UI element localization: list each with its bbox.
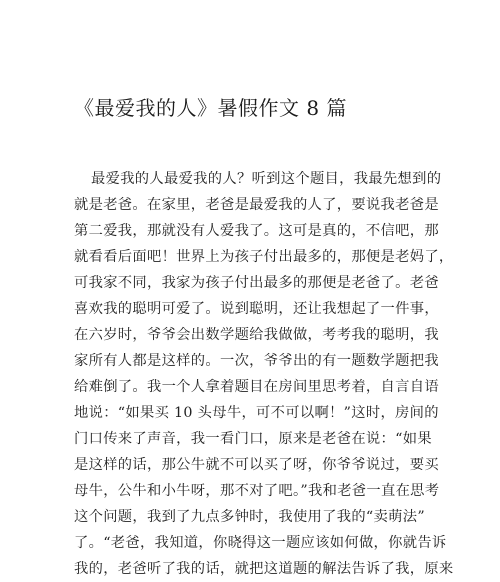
paragraph-line: 可我家不同，我家为孩子付出最多的那便是老爸了。老爸: [74, 275, 439, 291]
paragraph-line: 喜欢我的聪明可爱了。说到聪明，还让我想起了一件事，: [74, 301, 439, 317]
paragraph-line: 我的，老爸听了我的话，就把这道题的解法告诉了我，原来: [74, 561, 454, 577]
paragraph-line: 是这样的话，那公牛就不可以买了呀，你爷爷说过，要买: [74, 457, 439, 473]
paragraph-line: 在六岁时，爷爷会出数学题给我做做，考考我的聪明，我: [74, 327, 439, 343]
paragraph-line: 给难倒了。我一个人拿着题目在房间里思考着，自言自语: [74, 379, 439, 395]
paragraph-line: 母牛，公牛和小牛呀，那不对了吧。”我和老爸一直在思考: [74, 483, 440, 499]
paragraph-line: 了。“老爸，我知道，你晓得这一题应该如何做，你就告诉: [74, 535, 447, 551]
paragraph-line: 这个问题，我到了九点多钟时，我使用了我的“卖萌法”: [74, 509, 425, 525]
page-title: 《最爱我的人》暑假作文 8 篇: [74, 96, 347, 120]
paragraph-line: 最爱我的人最爱我的人？听到这个题目，我最先想到的: [91, 171, 442, 187]
paragraph-line: 就是老爸。在家里，老爸是最爱我的人了，要说我老爸是: [74, 197, 439, 213]
paragraph-line: 就看看后面吧！世界上为孩子付出最多的，那便是老妈了，: [74, 249, 454, 265]
paragraph-line: 家所有人都是这样的。一次，爷爷出的有一题数学题把我: [74, 353, 439, 369]
paragraph-line: 地说：“如果买 10 头母牛，可不可以啊！”这时，房间的: [74, 405, 439, 421]
paragraph-line: 第二爱我，那就没有人爱我了。这可是真的，不信吧，那: [74, 223, 439, 239]
article-body: [74, 166, 454, 577]
paragraph-line: 门口传来了声音，我一看门口，原来是老爸在说：“如果: [74, 431, 432, 447]
